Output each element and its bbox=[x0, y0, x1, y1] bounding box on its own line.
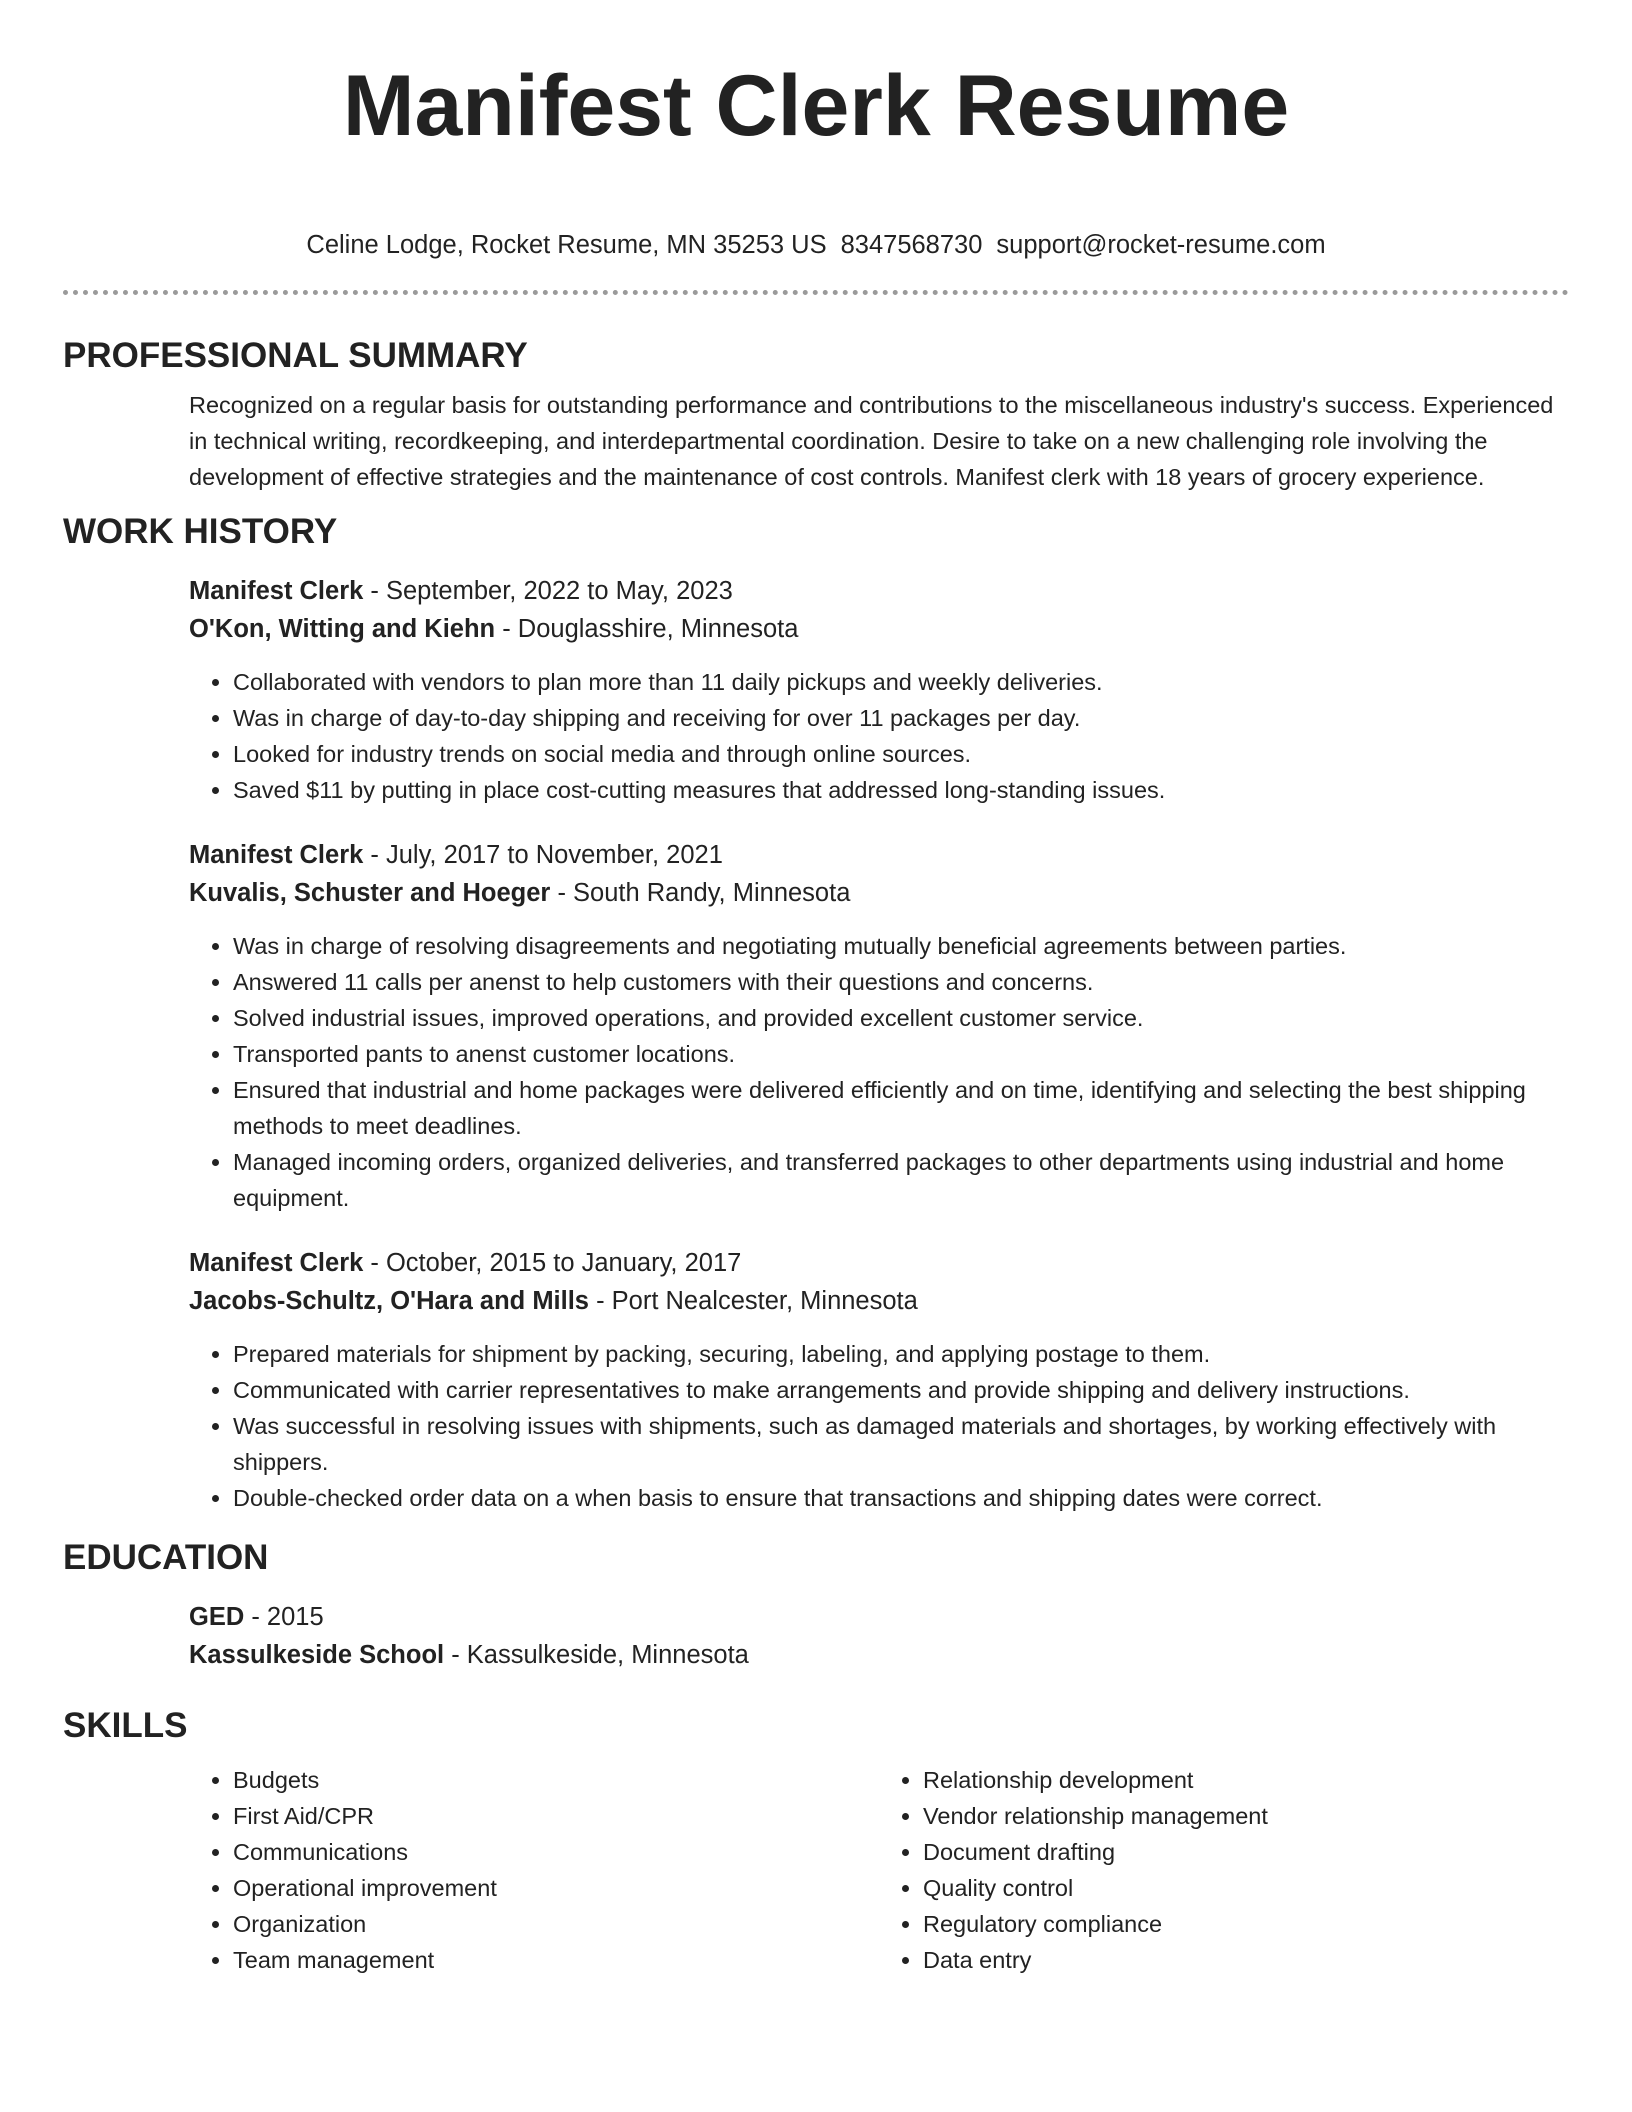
education-location: - Kassulkeside, Minnesota bbox=[444, 1641, 749, 1669]
skills-list bbox=[189, 1762, 1569, 1978]
job-company-line bbox=[189, 610, 1569, 648]
skill-item: • Relationship development bbox=[923, 1762, 1569, 1798]
job-entry bbox=[189, 572, 1569, 808]
job-bullets bbox=[189, 1336, 1569, 1516]
summary-text: Recognized on a regular basis for outstanding performance and contributions to the miscellaneous industry's success. Experienced in technical writing, recordkeeping, and interdepartmental coordination. Desire to take on a new challenging role involving the development of effective strategies and the maintenance of cost controls. Manifest clerk with 18 years of grocery experience. bbox=[189, 392, 1554, 490]
job-bullet: • Ensured that industrial and home packages were delivered efficiently and on time, identifying and selecting the best shipping methods to meet deadlines. bbox=[233, 1072, 1569, 1144]
job-bullet: • Communicated with carrier representatives to make arrangements and provide shipping and delivery instructions. bbox=[233, 1372, 1569, 1408]
skill-item: • Budgets bbox=[233, 1762, 879, 1798]
job-bullet: • Was in charge of day-to-day shipping and receiving for over 11 packages per day. bbox=[233, 700, 1569, 736]
job-title-line bbox=[189, 572, 1569, 610]
education-school-line bbox=[189, 1636, 1569, 1674]
job-title: Manifest Clerk bbox=[189, 577, 364, 605]
job-dates: - July, 2017 to November, 2021 bbox=[363, 841, 723, 869]
education-school: Kassulkeside School bbox=[189, 1641, 445, 1669]
job-entry bbox=[189, 1244, 1569, 1516]
header-divider bbox=[63, 290, 1569, 295]
job-bullet: • Double-checked order data on a when basis to ensure that transactions and shipping dates were correct. bbox=[233, 1480, 1569, 1516]
skill-item: • Operational improvement bbox=[233, 1870, 879, 1906]
job-company: Kuvalis, Schuster and Hoeger bbox=[189, 879, 551, 907]
job-bullet: • Solved industrial issues, improved operations, and provided excellent customer service. bbox=[233, 1000, 1569, 1036]
job-bullet: • Managed incoming orders, organized deliveries, and transferred packages to other departments using industrial and home equipment. bbox=[233, 1144, 1569, 1216]
work-history-heading: WORK HISTORY bbox=[63, 512, 338, 551]
contact-line bbox=[63, 228, 1569, 262]
job-entry bbox=[189, 836, 1569, 1216]
education-year: - 2015 bbox=[244, 1603, 324, 1631]
skill-item: • Regulatory compliance bbox=[923, 1906, 1569, 1942]
skills-heading: SKILLS bbox=[63, 1706, 188, 1745]
job-dates: - September, 2022 to May, 2023 bbox=[363, 577, 733, 605]
education-degree: GED bbox=[189, 1603, 245, 1631]
job-company-line bbox=[189, 1282, 1569, 1320]
job-location: - South Randy, Minnesota bbox=[550, 879, 851, 907]
skill-item: • Team management bbox=[233, 1942, 879, 1978]
job-location: - Douglasshire, Minnesota bbox=[495, 615, 799, 643]
job-bullet: • Was successful in resolving issues with shipments, such as damaged materials and shortages, by working effectively with shippers. bbox=[233, 1408, 1569, 1480]
skill-item: • Quality control bbox=[923, 1870, 1569, 1906]
skill-item: • Data entry bbox=[923, 1942, 1569, 1978]
job-title: Manifest Clerk bbox=[189, 841, 364, 869]
skills-column-right bbox=[879, 1762, 1569, 1978]
job-company: Jacobs-Schultz, O'Hara and Mills bbox=[189, 1287, 589, 1315]
job-bullet: • Saved $11 by putting in place cost-cutting measures that addressed long-standing issues. bbox=[233, 772, 1569, 808]
job-bullets bbox=[189, 664, 1569, 808]
contact-address: Celine Lodge, Rocket Resume, MN 35253 US bbox=[306, 231, 827, 259]
resume-title: Manifest Clerk Resume bbox=[342, 58, 1290, 154]
summary-heading: PROFESSIONAL SUMMARY bbox=[63, 336, 528, 375]
skills-column-left bbox=[189, 1762, 879, 1978]
job-title-line bbox=[189, 836, 1569, 874]
job-company: O'Kon, Witting and Kiehn bbox=[189, 615, 496, 643]
job-bullet: • Prepared materials for shipment by packing, securing, labeling, and applying postage to them. bbox=[233, 1336, 1569, 1372]
contact-phone: 8347568730 bbox=[840, 231, 983, 259]
education-degree-line bbox=[189, 1598, 1569, 1636]
contact-email: support@rocket-resume.com bbox=[996, 231, 1326, 259]
skill-item: • Document drafting bbox=[923, 1834, 1569, 1870]
job-company-line bbox=[189, 874, 1569, 912]
job-title: Manifest Clerk bbox=[189, 1249, 364, 1277]
skill-item: • First Aid/CPR bbox=[233, 1798, 879, 1834]
job-bullet: • Was in charge of resolving disagreements and negotiating mutually beneficial agreements between parties. bbox=[233, 928, 1569, 964]
job-location: - Port Nealcester, Minnesota bbox=[589, 1287, 918, 1315]
job-bullets bbox=[189, 928, 1569, 1216]
education-heading: EDUCATION bbox=[63, 1538, 269, 1577]
job-bullet: • Answered 11 calls per anenst to help customers with their questions and concerns. bbox=[233, 964, 1569, 1000]
skill-item: • Communications bbox=[233, 1834, 879, 1870]
skill-item: • Vendor relationship management bbox=[923, 1798, 1569, 1834]
job-bullet: • Collaborated with vendors to plan more than 11 daily pickups and weekly deliveries. bbox=[233, 664, 1569, 700]
job-bullet: • Looked for industry trends on social media and through online sources. bbox=[233, 736, 1569, 772]
job-bullet: • Transported pants to anenst customer locations. bbox=[233, 1036, 1569, 1072]
job-dates: - October, 2015 to January, 2017 bbox=[363, 1249, 742, 1277]
job-title-line bbox=[189, 1244, 1569, 1282]
skill-item: • Organization bbox=[233, 1906, 879, 1942]
education-entry bbox=[189, 1598, 1569, 1674]
